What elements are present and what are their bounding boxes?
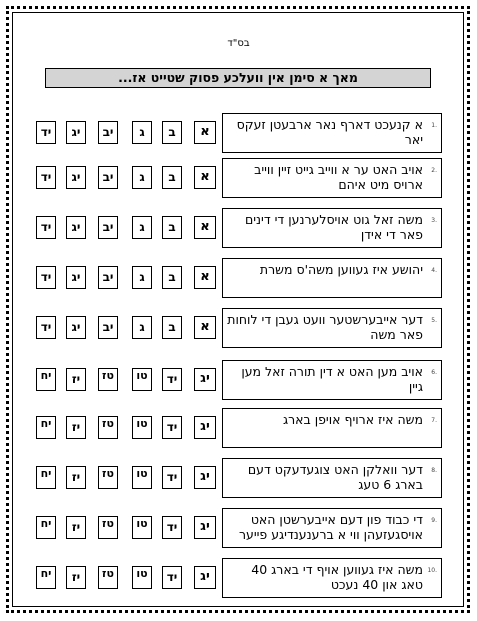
answer-option-box[interactable]: טו [132,516,152,539]
question-number: 1. [431,122,437,129]
page-title: מאך א סימן אין וועלכע פסוק שטייט אז... [45,68,431,88]
answer-option-box[interactable]: יג [194,516,216,539]
answer-option-box[interactable]: יג [194,368,216,391]
answer-option-box[interactable]: יד [36,121,56,144]
question-box [222,508,442,548]
question-number: 9. [431,517,437,524]
answer-option-box[interactable]: א [194,316,216,339]
answer-option-box[interactable]: ג [132,316,152,339]
answer-option-box[interactable]: יב [98,316,118,339]
answer-option-box[interactable]: יג [66,216,86,239]
answer-option-box[interactable]: טו [132,368,152,391]
answer-option-box[interactable]: ב [162,266,182,289]
question-text: דער אייבערשטער וועט געבן די לוחות פאר משה [227,312,423,342]
question-number: 7. [431,417,437,424]
answer-option-box[interactable]: יב [98,216,118,239]
answer-option-box[interactable]: יב [98,266,118,289]
question-box [222,158,442,198]
question-text: א קנעכט דארף נאר ארבעטן זעקס יאר [236,117,423,147]
question-text: משה איז געווען אויף די בארג 40 טאג און 40 נעכט [251,562,423,592]
answer-option-box[interactable]: יד [162,368,182,391]
question-number: 2. [431,167,437,174]
answer-option-box[interactable]: ג [132,266,152,289]
answer-option-box[interactable]: ג [132,216,152,239]
answer-option-box[interactable]: יד [162,466,182,489]
answer-option-box[interactable]: א [194,121,216,144]
answer-option-box[interactable]: טז [98,516,118,539]
answer-option-box[interactable]: יז [66,368,86,391]
answer-option-box[interactable]: טז [98,466,118,489]
answer-option-box[interactable]: יג [66,266,86,289]
answer-option-box[interactable]: ב [162,216,182,239]
answer-option-box[interactable]: ג [132,166,152,189]
answer-option-box[interactable]: יד [36,316,56,339]
question-number: 10. [427,567,437,574]
answer-option-box[interactable]: טו [132,416,152,439]
question-number: 8. [431,467,437,474]
question-box [222,208,442,248]
answer-option-box[interactable]: יב [98,166,118,189]
question-box [222,258,442,298]
question-box [222,458,442,498]
answer-option-box[interactable]: ב [162,316,182,339]
answer-option-box[interactable]: יג [66,316,86,339]
question-row [0,258,477,298]
question-text: אויב מען האט א דין תורה זאל מען גיין [241,364,423,394]
question-text: אויב האט ער א ווייב גייט זיין ווייב ארויס מיט איהם [254,162,423,192]
answer-option-box[interactable]: יח [36,516,56,539]
question-box [222,408,442,448]
answer-option-box[interactable]: יג [194,466,216,489]
answer-option-box[interactable]: א [194,166,216,189]
answer-option-box[interactable]: יח [36,368,56,391]
answer-option-box[interactable]: יח [36,566,56,589]
question-text: די כבוד פון דעם אייבערשטן האט אויסגעזעהן ווי א ברענענדיגע פייער [238,512,423,542]
answer-option-box[interactable]: יד [36,266,56,289]
answer-option-box[interactable]: ב [162,121,182,144]
question-row [0,508,477,548]
question-row [0,458,477,498]
answer-option-box[interactable]: טו [132,566,152,589]
answer-option-box[interactable]: יג [66,121,86,144]
answer-option-box[interactable]: טז [98,368,118,391]
answer-option-box[interactable]: ג [132,121,152,144]
answer-option-box[interactable]: יד [162,566,182,589]
question-number: 5. [431,317,437,324]
answer-option-box[interactable]: יז [66,566,86,589]
answer-option-box[interactable]: יז [66,516,86,539]
question-number: 3. [431,217,437,224]
answer-option-box[interactable]: יד [36,216,56,239]
question-text: דער וואלקן האט צוגעדעקט דעם בארג 6 טעג [247,462,423,492]
answer-option-box[interactable]: ב [162,166,182,189]
question-text: יהושע איז געווען משה'ס משרת [259,262,423,277]
answer-option-box[interactable]: א [194,216,216,239]
answer-option-box[interactable]: יד [162,416,182,439]
answer-option-box[interactable]: טז [98,566,118,589]
answer-option-box[interactable]: יז [66,466,86,489]
question-row [0,408,477,448]
answer-option-box[interactable]: יח [36,416,56,439]
question-text: משה איז ארויף אויפן בארג [282,412,423,427]
question-row [0,360,477,400]
answer-option-box[interactable]: יג [66,166,86,189]
answer-option-box[interactable]: יד [36,166,56,189]
question-box [222,558,442,598]
answer-option-box[interactable]: טו [132,466,152,489]
answer-option-box[interactable]: יב [98,121,118,144]
question-box [222,360,442,400]
question-row [0,558,477,598]
question-row [0,113,477,153]
question-box [222,308,442,348]
answer-option-box[interactable]: טז [98,416,118,439]
question-text: משה זאל גוט אויסלערנען די דינים פאר די אידן [244,212,423,242]
answer-option-box[interactable]: יג [194,416,216,439]
question-row [0,208,477,248]
question-number: 6. [431,369,437,376]
answer-option-box[interactable]: יג [194,566,216,589]
answer-option-box[interactable]: א [194,266,216,289]
answer-option-box[interactable]: יד [162,516,182,539]
question-row [0,308,477,348]
answer-option-box[interactable]: יח [36,466,56,489]
bsd-header: בס"ד [227,38,250,49]
question-box [222,113,442,153]
answer-option-box[interactable]: יז [66,416,86,439]
question-row [0,158,477,198]
question-number: 4. [431,267,437,274]
